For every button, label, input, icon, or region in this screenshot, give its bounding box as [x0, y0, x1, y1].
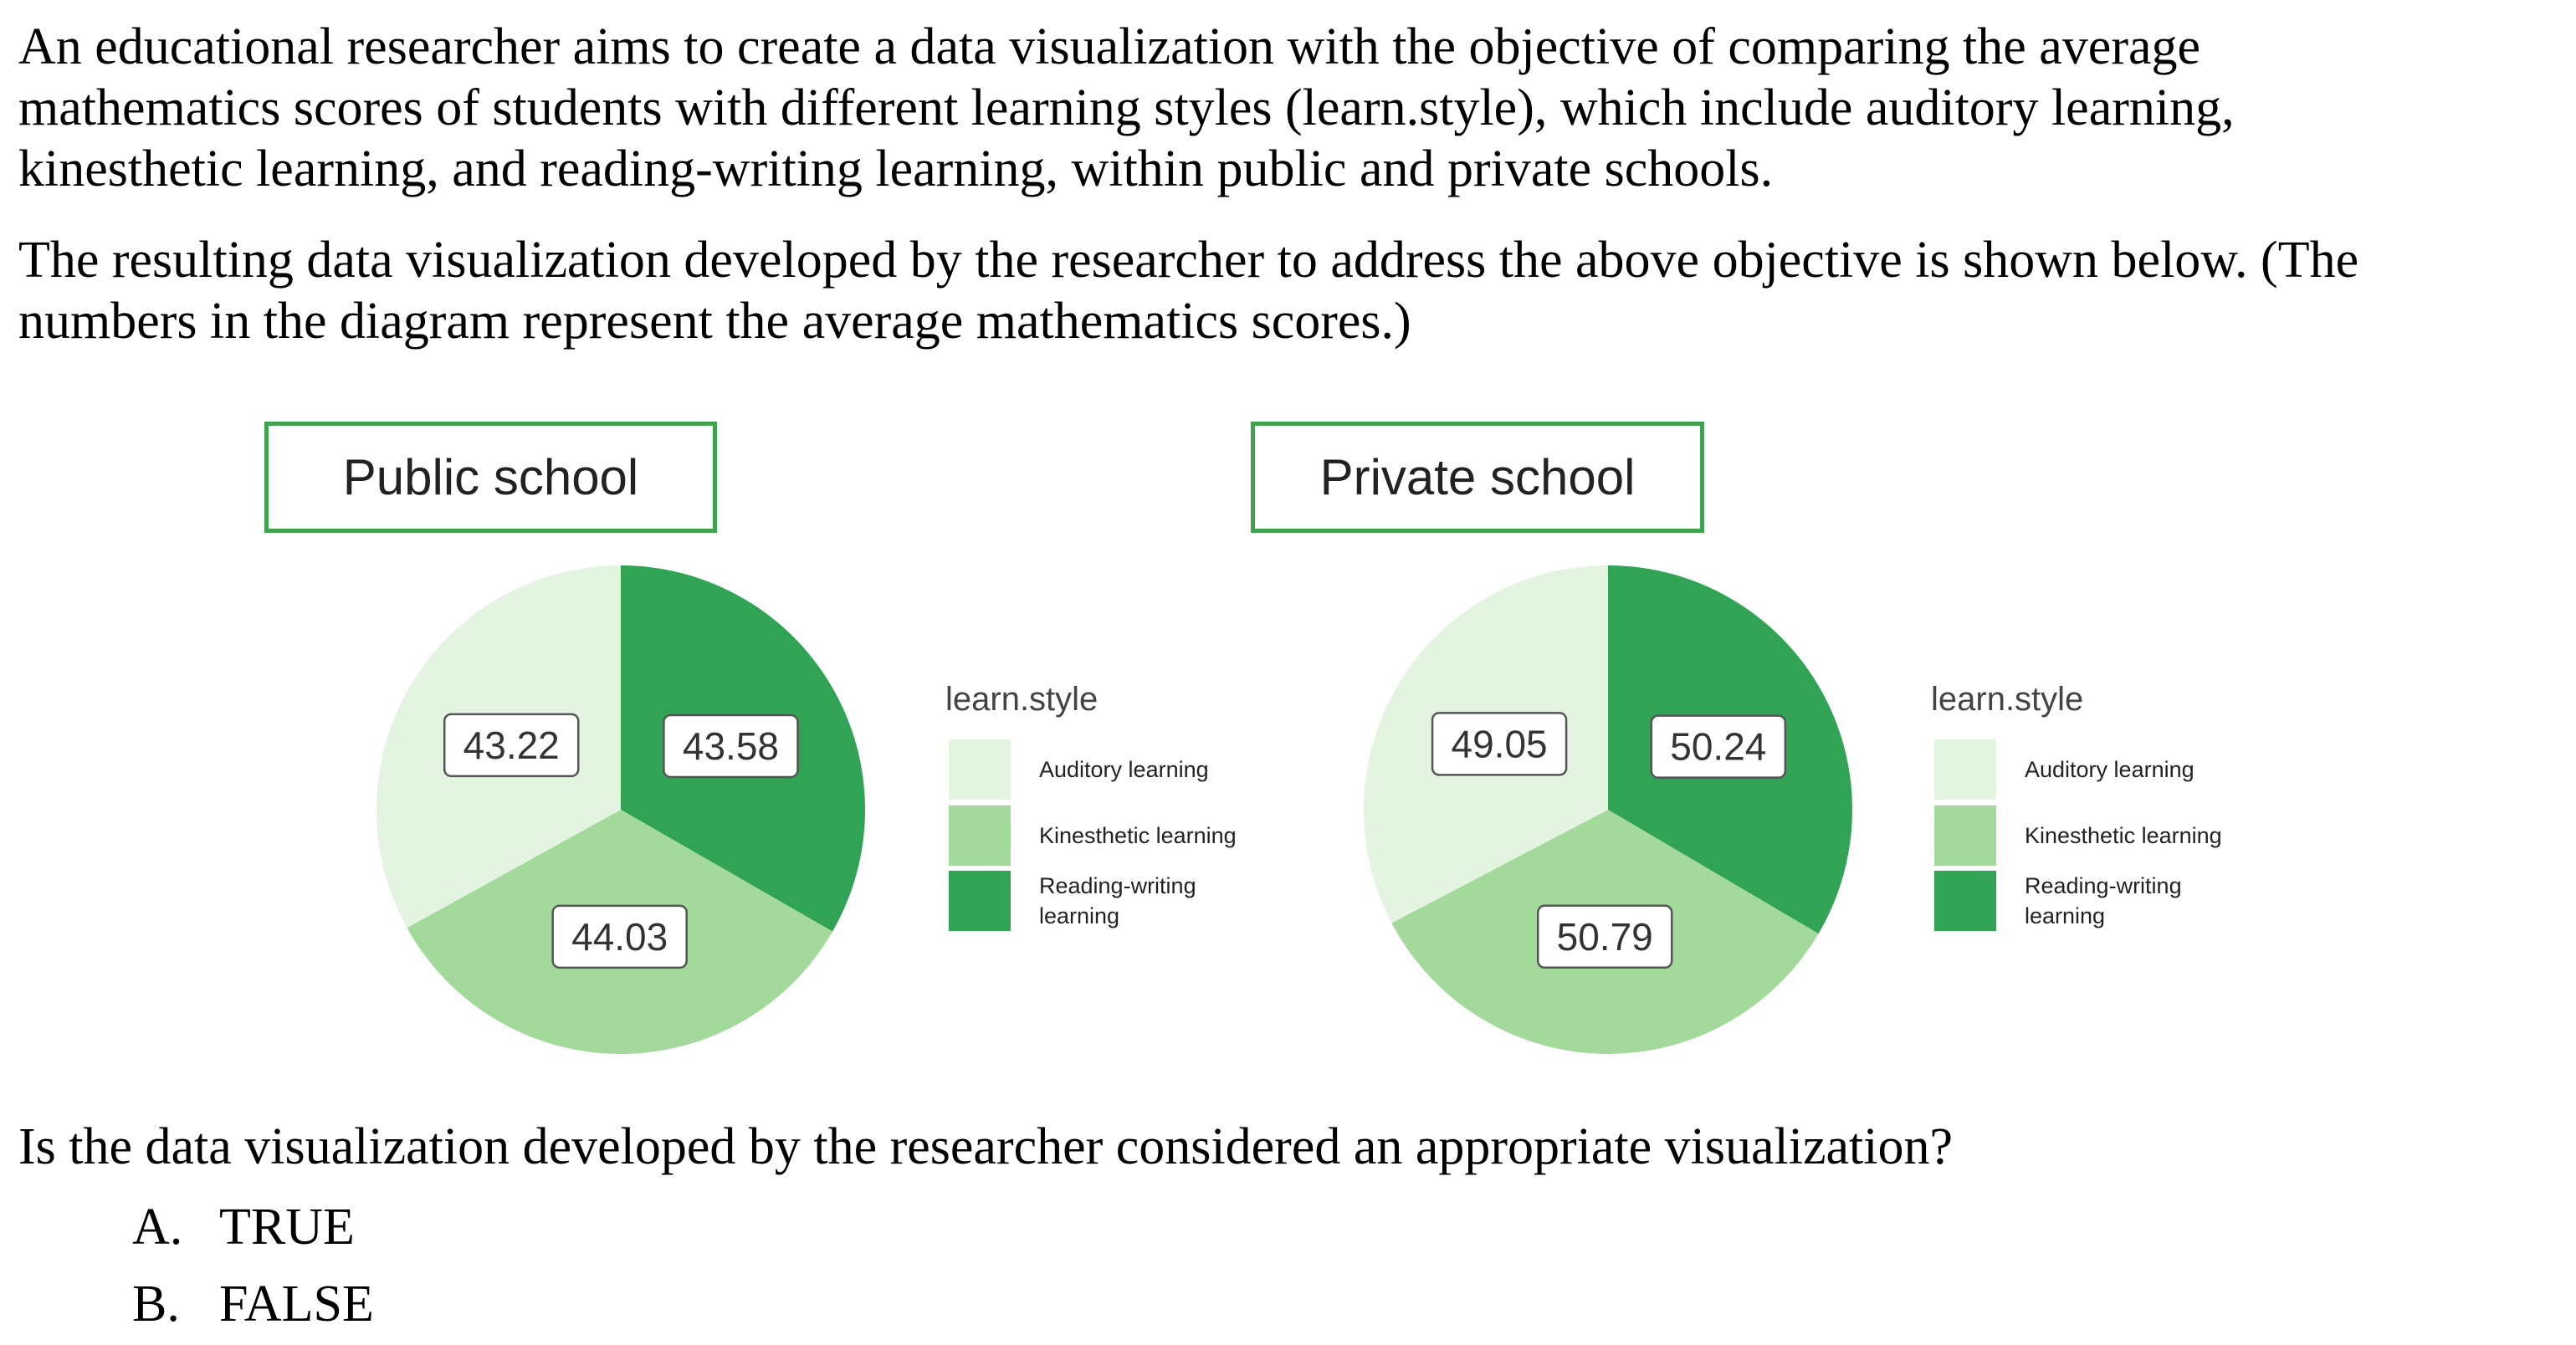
private-school-title: Private school: [1251, 422, 1704, 533]
public-label-reading-writing-learning: [663, 715, 797, 777]
public-legend-swatch-kinesthetic: [949, 805, 1011, 866]
public-legend-label-reading-writing: Reading-writing learning: [1039, 873, 1196, 928]
public-legend-label-kinesthetic: Kinesthetic learning: [1039, 823, 1237, 848]
private-legend-swatch-kinesthetic: [1934, 805, 1996, 866]
option-false[interactable]: [132, 1275, 374, 1334]
private-legend-swatch-auditory: [1934, 739, 1996, 800]
public-legend-item-reading-writing: [949, 871, 1257, 931]
public-label-auditory-learning: [444, 714, 578, 776]
description-line-1: The resulting data visualization developed by the researcher to address the above objective is shown below. (The: [18, 232, 2359, 289]
private-label-reading-writing-learning: [1652, 716, 1785, 778]
option-b-text: FALSE: [219, 1276, 374, 1332]
private-label-value: 50.24: [1670, 724, 1767, 769]
private-label-value: 50.79: [1556, 914, 1653, 959]
intro-line-3: kinesthetic learning, and reading-writing learning, within public and private schools.: [18, 141, 1774, 197]
question-text: Is the data visualization developed by the researcher considered an appropriate visualization?: [18, 1118, 1953, 1175]
private-legend-item-auditory: [1934, 739, 2242, 800]
public-label-kinesthetic-learning: [553, 906, 687, 968]
intro-line-1: An educational researcher aims to create a data visualization with the objective of comparing the average: [18, 18, 2200, 75]
public-legend-item-auditory: [949, 739, 1257, 800]
public-legend-label-auditory: Auditory learning: [1039, 757, 1209, 782]
private-legend-item-kinesthetic: [1934, 805, 2242, 866]
intro-line-2: mathematics scores of students with different learning styles (learn.style), which include auditory learning,: [18, 79, 2235, 136]
private-legend-label-kinesthetic: Kinesthetic learning: [2025, 823, 2222, 848]
public-label-value: 44.03: [571, 914, 668, 959]
option-b-letter: B.: [132, 1276, 180, 1332]
private-label-auditory-learning: [1432, 713, 1566, 775]
description-line-2: numbers in the diagram represent the average mathematics scores.): [18, 293, 1411, 350]
option-a-letter: A.: [132, 1199, 183, 1256]
private-legend-label-reading-writing: Reading-writing learning: [2025, 873, 2182, 928]
option-true[interactable]: [132, 1198, 355, 1257]
private-legend-swatch-reading-writing: [1934, 871, 1996, 931]
public-school-title: Public school: [264, 422, 717, 533]
public-legend-swatch-reading-writing: [949, 871, 1011, 931]
private-legend-label-auditory: Auditory learning: [2025, 757, 2194, 782]
private-label-value: 49.05: [1451, 722, 1548, 766]
option-a-text: TRUE: [219, 1199, 355, 1256]
public-legend-item-kinesthetic: [949, 805, 1257, 866]
public-label-value: 43.58: [682, 724, 780, 768]
private-legend-item-reading-writing: [1934, 871, 2242, 931]
public-legend-swatch-auditory: [949, 739, 1011, 800]
public-legend-title: learn.style: [945, 681, 1099, 718]
private-legend-title: learn.style: [1931, 681, 2084, 718]
private-label-kinesthetic-learning: [1538, 906, 1672, 968]
public-label-value: 43.22: [463, 723, 560, 767]
